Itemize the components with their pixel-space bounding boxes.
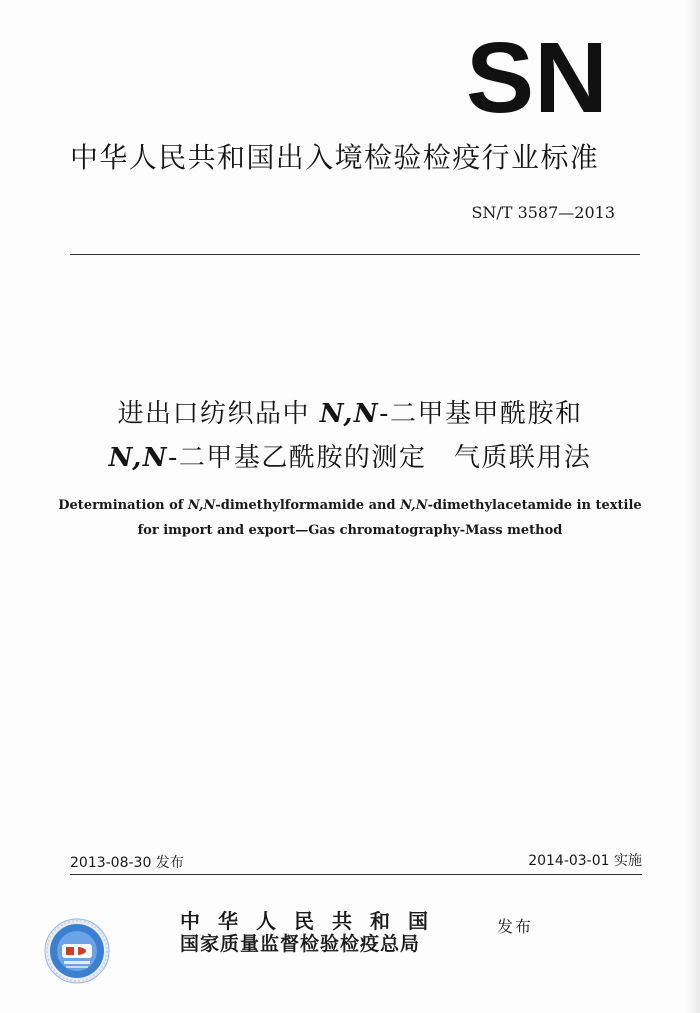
- english-title-line-2: for import and export—Gas chromatography-Mass method: [137, 523, 563, 538]
- title-text: 进出口纺织品中: [117, 399, 320, 429]
- chinese-title-line-1: [0, 393, 700, 430]
- issue-date: 2013-08-30 发布: [70, 855, 184, 871]
- sn-logo-text: SN: [466, 38, 608, 118]
- title-text: -dimethylacetamide in textile: [427, 498, 642, 513]
- sn-logo: [465, 38, 610, 118]
- publisher-line-1: 中华人民共和国: [180, 909, 446, 933]
- publisher-line-2: 国家质量监督检验检疫总局: [180, 933, 421, 955]
- bottom-divider: [70, 874, 642, 875]
- anti-counterfeit-seal-icon: [44, 918, 110, 984]
- title-text: -dimethylformamide and: [215, 498, 401, 513]
- implementation-date: 2014-03-01 实施: [528, 853, 642, 869]
- english-title-line-1: [0, 498, 700, 513]
- title-italic-nn: N,N: [319, 399, 380, 429]
- publisher-issue-word: 发布: [497, 917, 534, 936]
- top-divider: [70, 254, 640, 255]
- title-text: -二甲基甲酰胺和: [379, 399, 583, 429]
- chinese-title-line-2: [0, 437, 700, 474]
- title-italic-nn: N,N: [400, 498, 428, 513]
- title-text: Determination of: [58, 498, 188, 513]
- title-italic-nn: N,N: [108, 443, 169, 473]
- standard-category-name: 中华人民共和国出入境检验检疫行业标准: [70, 141, 600, 174]
- title-italic-nn: N,N: [187, 498, 216, 513]
- standard-code: SN/T 3587—2013: [471, 203, 615, 222]
- title-text: -二甲基乙酰胺的测定 气质联用法: [168, 443, 592, 473]
